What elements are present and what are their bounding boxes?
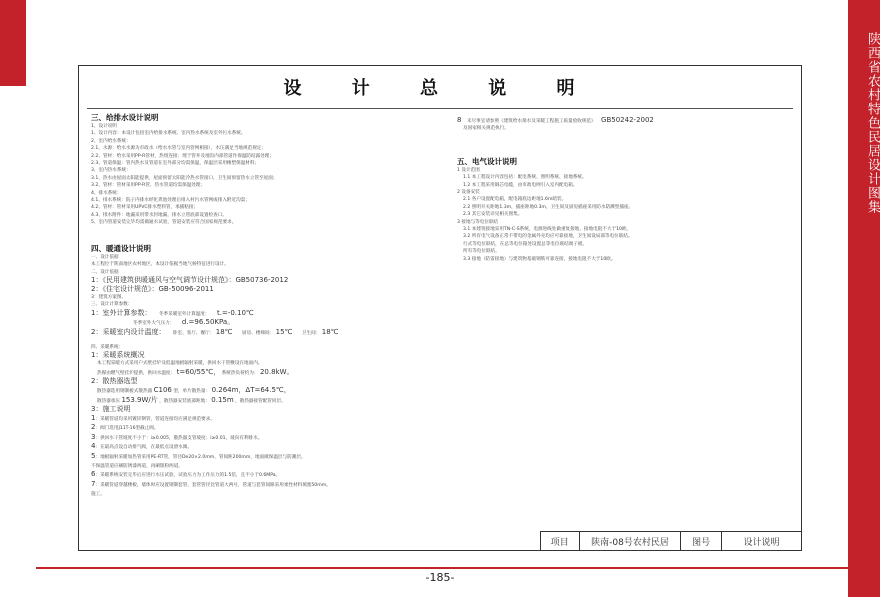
text-line: 2 设备安装 xyxy=(457,190,480,196)
param-value: 0.15m xyxy=(211,395,234,404)
text-line: 3：施工说明 xyxy=(91,404,131,413)
construct-line xyxy=(91,414,441,423)
param-value: d.=96.50KPa。 xyxy=(181,318,235,327)
item-text: 施工。 xyxy=(91,492,105,498)
text-line: 3、室内热水系统： xyxy=(91,168,131,174)
text-line: 1、设计说明 xyxy=(91,124,117,129)
title-block-drawing: 设计说明 xyxy=(743,537,780,548)
text-line: 2.1、水源：给水水源为市政水（给水水管与室内管网相接），水压满足当地规范规定； xyxy=(91,146,266,152)
title-block xyxy=(540,531,801,550)
text-line: 1.2 本工程采用铜芯电缆，由市政电网引入室内配电箱。 xyxy=(463,182,578,188)
text-line: 2、室内给水系统： xyxy=(91,138,131,144)
item-text: ：在最高点设自动排气阀，在最低点设泄水阀。 xyxy=(95,445,192,451)
text-line: 3：建筑方案图。 xyxy=(91,294,127,300)
text-line: 4.2、管材：管材采用UPVC排水塑料管，承插粘接； xyxy=(91,205,199,211)
text-line: 1、设计内容：本设计包括室内给排水系统、室内热水系统及室外污水系统。 xyxy=(91,131,246,137)
electric-heading: 五、电气设计说明 xyxy=(457,156,517,166)
title-block-project: 陕南-08号农村民居 xyxy=(580,532,682,550)
item-text: ：采暖管道穿越楼板、墙体时应设置钢制套管，套管管径比管道大两号，管道与套管间隙采用柔性材料填塞50mm。 xyxy=(95,482,331,488)
doc-title: 设 计 总 说 明 xyxy=(283,78,597,99)
construct-line xyxy=(91,442,441,451)
item-number: 2 xyxy=(91,423,96,432)
text-line: 1.1 本工程设计内容包括：配电系统、照明系统、接地系统。 xyxy=(463,175,587,181)
text-line: 2.3、管道保温：管内热水及管道在室外部分均需保温，保温层采用橡塑保温材料； xyxy=(91,161,260,167)
param-value: 20.8kW。 xyxy=(259,367,294,376)
text-line: 及国家相关规范执行。 xyxy=(463,126,509,132)
param-text: 卫生间： xyxy=(301,330,321,336)
left-column xyxy=(91,110,441,499)
param-text: 卧室、客厅、餐厅： xyxy=(172,330,215,336)
text-line: 3 接地与等电位联结 xyxy=(457,219,499,225)
item-number: 5 xyxy=(91,451,96,460)
text-line: 3.3 接地（防雷接地）与建筑物基础钢筋可靠连接，接地电阻不大于10欧。 xyxy=(463,256,616,262)
param-line xyxy=(91,386,441,395)
text-line: 2.2、管材：给水采用PP-R管材，热熔连接；埋于管井及地沟内部管道作保温防结露处理； xyxy=(91,153,274,159)
item-text: ：采暖管道均采用镀锌钢管，管道连接均应满足规范要求。 xyxy=(95,416,215,422)
param-line xyxy=(91,309,441,318)
regulation-line xyxy=(457,116,787,125)
item-number: 8 xyxy=(457,116,462,124)
text-line: 1：采暖系统概况 xyxy=(91,351,145,360)
param-value: t=60/55℃， xyxy=(176,367,221,376)
text-line: 2.2 照明开关距地1.3m，插座距地0.3m，卫生间及厨房插座采用防水防溅型插座。 xyxy=(463,204,634,210)
param-value: 18℃ xyxy=(215,327,233,336)
param-text: 冬季室外大气压力： xyxy=(133,321,175,327)
text-line: 2.3 其它安装详见相关图集。 xyxy=(463,212,523,218)
item-number: 3 xyxy=(91,432,96,441)
text-line: 行式等电位联结，在总等电位箱处设置总等电位联结端子板。 xyxy=(463,241,588,247)
text-line: 4.3、排水附件：地漏采用带水封地漏，排水立管底部设置检查口。 xyxy=(91,212,227,218)
text-line: 2.1 各户设置配电箱，配电箱底边距地1.6m暗装。 xyxy=(463,197,567,203)
hvac-heading: 四、暖通设计说明 xyxy=(91,243,151,253)
param-text: 厨房、楼梯间： xyxy=(242,330,275,336)
text-line: 本工程位于陕南地区农村地区，本设计依据当地气候特征进行设计。 xyxy=(91,262,229,268)
title-rule xyxy=(87,108,793,109)
regulation-code: GB50242-2002 xyxy=(601,116,654,124)
text-line: 本工程采暖方式采用户式壁挂炉及低温地板辐射采暖，供回水干管敷设在地面内。 xyxy=(97,361,263,367)
param-text: 散热器选用钢制板式散热器 xyxy=(97,389,153,395)
item-text: ：供回水干管坡度不小于：i≥0.005，散热器支管坡度：i≥0.01，坡向有利排水。 xyxy=(95,435,263,441)
title-block-label: 图号 xyxy=(681,532,722,550)
construct-line xyxy=(91,452,441,461)
param-text: 型，单片散热量： xyxy=(173,389,211,395)
param-value: 153.9W/片 xyxy=(121,395,158,404)
item-text: 未尽事宜请参照《建筑给水排水及采暖工程施工质量验收规范》 xyxy=(466,119,596,124)
standard-line: 1：《民用建筑供暖通风与空气调节设计规范》：GB50736-2012 xyxy=(91,275,289,284)
param-value: 0.264m，ΔT=64.5℃， xyxy=(211,386,291,395)
param-label: 2：采暖室内设计温度： xyxy=(91,327,166,336)
construct-line xyxy=(91,480,441,489)
text-line: 3.1 本建筑接地采用TN-C-S系统，电源进线处做重复接地，接地电阻不大于10欧。 xyxy=(463,227,632,233)
water-heading: 三、给排水设计说明 xyxy=(91,113,159,122)
construct-line xyxy=(91,433,441,442)
text-line: 2：散热器选型 xyxy=(91,377,138,386)
text-line: 所有等电位联结。 xyxy=(463,249,500,255)
text-line: 一、设计依据 xyxy=(91,254,119,260)
text-line: 三、设计计算参数： xyxy=(91,302,133,308)
item-number: 7 xyxy=(91,479,96,488)
text-line: 二、设计依据 xyxy=(91,269,119,275)
param-line xyxy=(91,396,441,405)
param-text: 散热器承压 xyxy=(97,398,120,404)
side-title: 陕西省农村特色民居设计图集 xyxy=(865,32,880,214)
text-line: 3.1、热水由屋面太阳能提供，屋面预留太阳能冷热水管接口，卫生间预留热水立管至屋面； xyxy=(91,175,278,181)
item-number: 1 xyxy=(91,413,96,422)
param-value: 18℃ xyxy=(321,327,339,336)
param-value: t.=-0.10℃ xyxy=(216,308,254,317)
param-label: 1：室外计算参数： xyxy=(91,308,152,317)
item-number: 6 xyxy=(91,470,96,479)
param-text: 热媒由燃气壁挂炉提供，供回水温度： xyxy=(97,370,176,376)
param-line xyxy=(91,318,441,327)
param-text: ，散热器安装底部距地： xyxy=(159,398,210,404)
param-line xyxy=(91,328,441,337)
text-line: 3.2 所有电气设备正常不带电的金属外壳均应可靠接地，卫生间设局部等电位联结。 xyxy=(463,234,633,240)
param-line xyxy=(91,368,441,377)
construct-line xyxy=(91,423,441,432)
item-number: 4 xyxy=(91,442,96,451)
param-text: 系统热负荷约为： xyxy=(221,370,259,376)
title-block-label: 项目 xyxy=(541,532,580,550)
construct-line xyxy=(91,489,441,498)
corner-accent xyxy=(0,0,26,86)
footer-rule xyxy=(36,567,848,569)
right-column xyxy=(457,116,787,263)
text-line: 1 设计范围 xyxy=(457,167,480,173)
page-number: -185- xyxy=(425,571,455,584)
construct-line xyxy=(91,470,441,479)
item-text: ：地板辐射采暖加热管采用PE-RT管，管径De20×2.0mm，管间距200mm，地面做保温层与防潮层。 xyxy=(95,454,306,460)
param-value: C106 xyxy=(153,386,172,395)
param-text: 冬季采暖室外计算温度： xyxy=(158,311,210,317)
text-line: 5、室内管道安装完毕均需做通水试验，管道安装应符合国家规范要求。 xyxy=(91,220,237,226)
param-text: ，散热器接管配管同层。 xyxy=(235,398,286,404)
standard-line: 2：《住宅设计规范》：GB-50096-2011 xyxy=(91,284,214,293)
text-line: 3.2、管材：管材采用PP-R管，热水管道均需保温处理； xyxy=(91,183,206,189)
text-line: 四、采暖系统： xyxy=(91,344,124,350)
item-text: ：阀门选用J11T-16型截止阀。 xyxy=(95,426,159,432)
drawing-sheet xyxy=(78,65,802,551)
item-text: 不保温管道应刷防锈漆两道，再刷银粉两道。 xyxy=(91,464,183,469)
text-line: 4、排水系统： xyxy=(91,190,122,196)
param-value: 15℃ xyxy=(275,327,293,336)
item-text: ：采暖系统安装完毕后应进行水压试验，试验压力为工作压力的1.5倍，且不小于0.6MPa。 xyxy=(95,473,281,479)
text-line: 4.1、排水系统：院子内排水经化粪池处理后排入村污水管网或排入附近沟渠； xyxy=(91,198,250,204)
construct-line xyxy=(91,461,441,470)
